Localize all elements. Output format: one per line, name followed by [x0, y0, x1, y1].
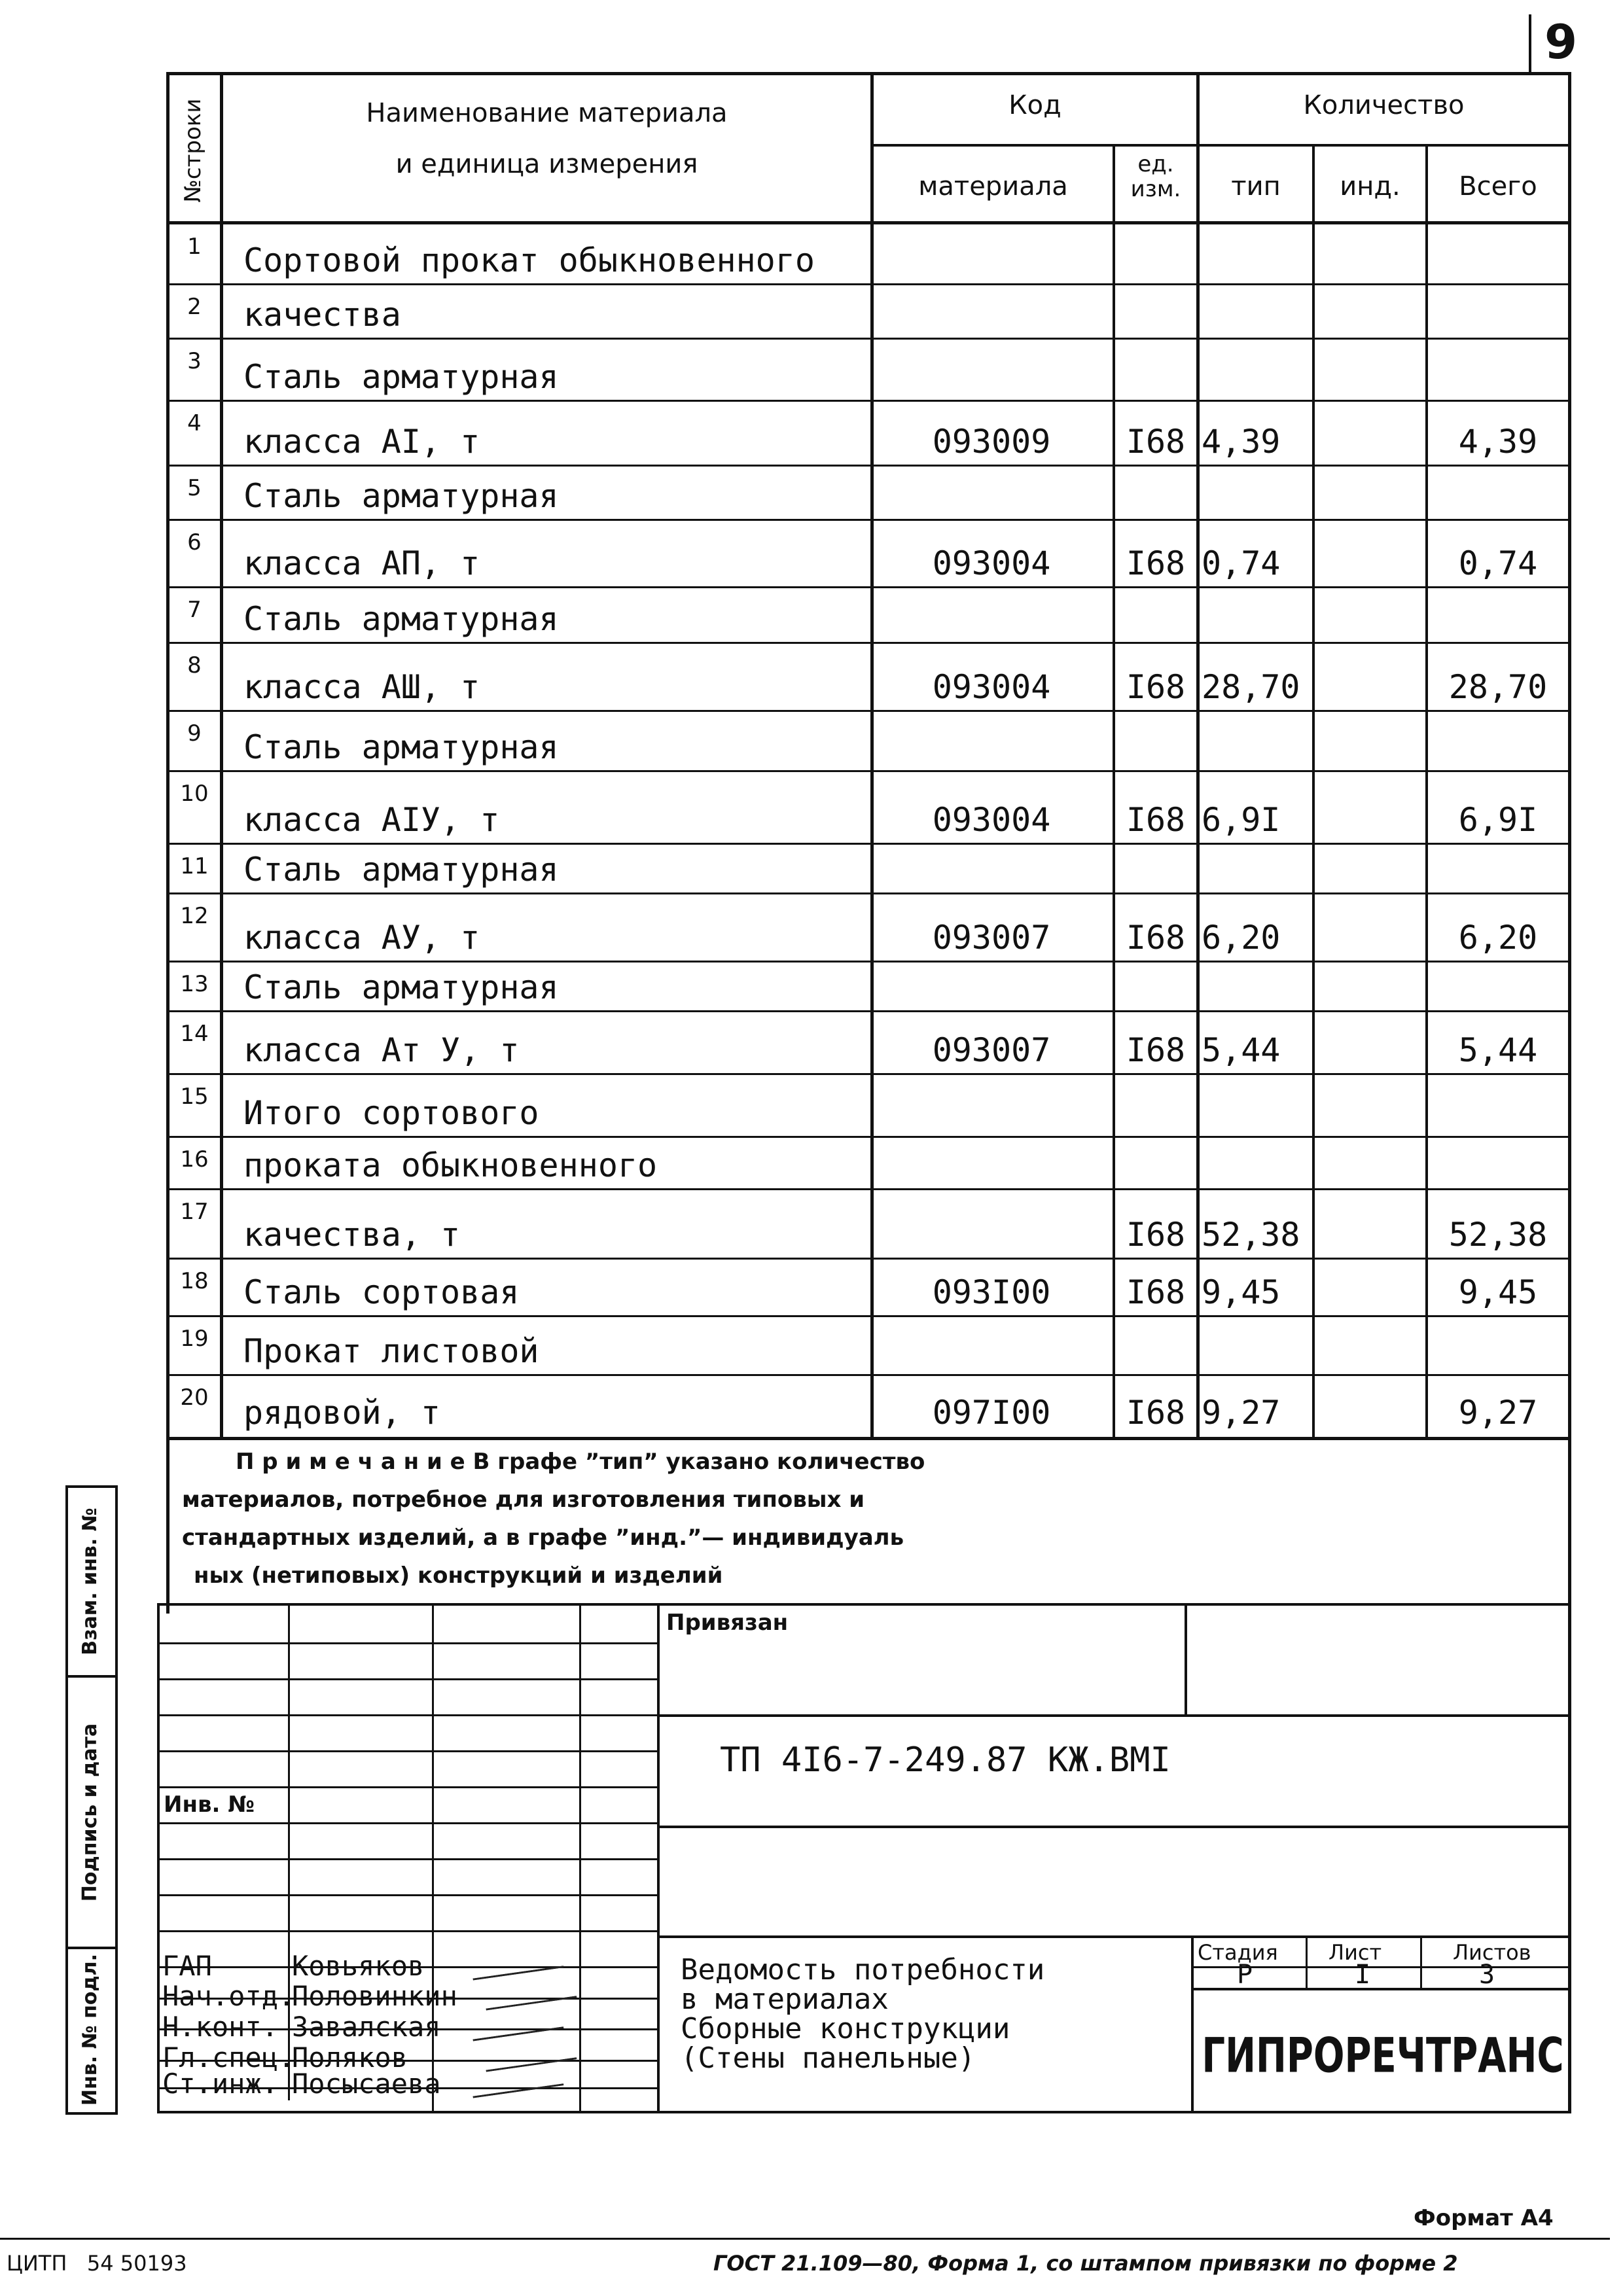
row-number: 2 [187, 294, 202, 320]
page-number: 9 [1544, 14, 1578, 69]
material-name: Сталь арматурная [243, 600, 559, 638]
stadiya-value: Р [1237, 1960, 1253, 1990]
signature-mark [471, 2065, 564, 2098]
qty-type: 0,74 [1202, 544, 1281, 582]
qty-total: 6,20 [1458, 919, 1538, 957]
unit-code: I68 [1126, 1273, 1186, 1311]
listov-label: Листов [1453, 1940, 1531, 1965]
material-code: 093007 [932, 1031, 1051, 1069]
side-label-podpis: Подпись и дата [79, 1723, 101, 1902]
organization-name: ГИПРОРЕЧТРАНС [1202, 2028, 1564, 2084]
material-name: класса АIУ, т [243, 801, 500, 839]
row-number: 3 [187, 348, 202, 374]
material-name: Сталь арматурная [243, 728, 559, 766]
row-number: 17 [180, 1199, 209, 1225]
qty-type: 6,20 [1202, 919, 1281, 957]
footer-gost: ГОСТ 21.109—80, Форма 1, со штампом привязки по форме 2 [713, 2251, 1458, 2276]
material-name: класса АУ, т [243, 919, 480, 957]
row-number: 9 [187, 720, 202, 747]
code-unit-header: ед. изм. [1130, 151, 1181, 202]
qty-total: 9,45 [1458, 1273, 1538, 1311]
row-number: 4 [187, 410, 202, 436]
signer-role: Гл.спец. [162, 2041, 295, 2074]
name-header-line1: Наименование материала [366, 98, 728, 128]
unit-code: I68 [1126, 919, 1186, 957]
unit-code: I68 [1126, 1216, 1186, 1254]
stamp-title-line1: Ведомость потребности [681, 1953, 1045, 1987]
side-label-vzam: Взам. инв. № [79, 1508, 101, 1655]
qty-type: 9,27 [1202, 1394, 1281, 1432]
row-number: 20 [180, 1385, 209, 1411]
row-number: 14 [180, 1021, 209, 1047]
note-line-4: ных (нетиповых) конструкций и изделий [194, 1563, 723, 1589]
signer-name: Половинкин [292, 1980, 457, 2012]
qty-ind-header: инд. [1340, 171, 1400, 202]
signer-name: Ковьяков [292, 1950, 425, 1982]
signer-role: ГАП [162, 1950, 212, 1982]
qty-total: 9,27 [1458, 1394, 1538, 1432]
signature-mark [484, 2039, 577, 2072]
row-number: 1 [187, 234, 202, 260]
footer-left: ЦИТП 54 50193 [7, 2251, 187, 2276]
qty-type: 28,70 [1202, 668, 1300, 706]
material-code: 097I00 [932, 1394, 1051, 1432]
material-name: класса АШ, т [243, 668, 480, 706]
note-line-1: П р и м е ч а н и е В графе ”тип” указано количество [236, 1449, 925, 1475]
name-header-line2: и единица измерения [395, 149, 698, 179]
row-number: 19 [180, 1326, 209, 1352]
qty-type: 5,44 [1202, 1031, 1281, 1069]
row-number: 18 [180, 1268, 209, 1294]
stamp-title-line3: Сборные конструкции [681, 2012, 1010, 2045]
stadiya-label: Стадия [1198, 1940, 1278, 1965]
material-name: Итого сортового [243, 1094, 539, 1132]
material-name: Сталь арматурная [243, 358, 559, 396]
signer-name: Завалская [292, 2011, 441, 2043]
code-header: Код [1008, 90, 1061, 120]
qty-type: 52,38 [1202, 1216, 1300, 1254]
list-value: I [1355, 1960, 1371, 1990]
document-code: ТП 4I6-7-249.87 КЖ.ВМI [720, 1740, 1171, 1780]
note-line-2: материалов, потребное для изготовления типовых и [182, 1487, 865, 1513]
qty-total: 52,38 [1448, 1216, 1548, 1254]
material-name: качества, т [243, 1216, 461, 1254]
signer-name: Посысаева [292, 2068, 441, 2100]
privyazan-label: Привязан [666, 1610, 789, 1636]
signature-mark [484, 1977, 577, 2010]
material-name: класса АП, т [243, 544, 480, 582]
material-code: 093004 [932, 801, 1051, 839]
row-number-header: №строки [180, 98, 206, 203]
row-number: 6 [187, 529, 202, 556]
unit-code: I68 [1126, 544, 1186, 582]
side-label-inv-podl: Инв. № подл. [79, 1953, 101, 2106]
row-number: 12 [180, 903, 209, 929]
signer-role: Ст.инж. [162, 2068, 279, 2100]
stamp-title-line2: в материалах [681, 1983, 889, 2016]
qty-total: 28,70 [1448, 668, 1548, 706]
row-number: 15 [180, 1084, 209, 1110]
signature-mark [471, 2008, 564, 2041]
stamp-title-line4: (Стены панельные) [681, 2041, 976, 2075]
material-code: 093I00 [932, 1273, 1051, 1311]
qty-type: 6,9I [1202, 801, 1281, 839]
qty-total-header: Всего [1459, 171, 1537, 202]
note-line-3: стандартных изделий, а в графе ”инд.”— индивидуаль [182, 1525, 904, 1551]
inv-no-label: Инв. № [164, 1792, 255, 1818]
material-code: 093009 [932, 423, 1051, 461]
material-code: 093007 [932, 919, 1051, 957]
material-name: Сталь арматурная [243, 968, 559, 1006]
row-number: 16 [180, 1146, 209, 1173]
row-number: 5 [187, 475, 202, 501]
qty-type: 4,39 [1202, 423, 1281, 461]
signature-mark [471, 1947, 564, 1980]
material-name: класса АI, т [243, 423, 480, 461]
material-name: качества [243, 296, 401, 334]
qty-type-header: тип [1231, 171, 1281, 202]
code-material-header: материала [918, 171, 1068, 202]
qty-total: 6,9I [1458, 801, 1538, 839]
material-name: Сталь сортовая [243, 1273, 520, 1311]
material-name: класса Ат У, т [243, 1031, 520, 1069]
qty-type: 9,45 [1202, 1273, 1281, 1311]
quantity-header: Количество [1303, 90, 1465, 120]
material-name: Сталь арматурная [243, 851, 559, 889]
signer-name: Поляков [292, 2041, 408, 2074]
signer-role: Н.конт. [162, 2011, 279, 2043]
row-number: 10 [180, 781, 209, 807]
qty-total: 5,44 [1458, 1031, 1538, 1069]
row-number: 13 [180, 971, 209, 997]
qty-total: 4,39 [1458, 423, 1538, 461]
listov-value: 3 [1479, 1960, 1495, 1990]
unit-code: I68 [1126, 1031, 1186, 1069]
material-name: проката обыкновенного [243, 1146, 658, 1184]
row-number: 8 [187, 652, 202, 679]
format-label: Формат А4 [1414, 2205, 1554, 2231]
signer-role: Нач.отд. [162, 1980, 295, 2012]
unit-code: I68 [1126, 801, 1186, 839]
material-code: 093004 [932, 668, 1051, 706]
row-number: 7 [187, 597, 202, 623]
unit-code: I68 [1126, 668, 1186, 706]
unit-code: I68 [1126, 423, 1186, 461]
list-label: Лист [1329, 1940, 1382, 1965]
material-code: 093004 [932, 544, 1051, 582]
material-name: рядовой, т [243, 1394, 441, 1432]
material-name: Прокат листовой [243, 1332, 539, 1370]
material-name: Сталь арматурная [243, 477, 559, 515]
material-name: Сортовой прокат обыкновенного [243, 241, 815, 279]
unit-code: I68 [1126, 1394, 1186, 1432]
row-number: 11 [180, 853, 209, 879]
qty-total: 0,74 [1458, 544, 1538, 582]
